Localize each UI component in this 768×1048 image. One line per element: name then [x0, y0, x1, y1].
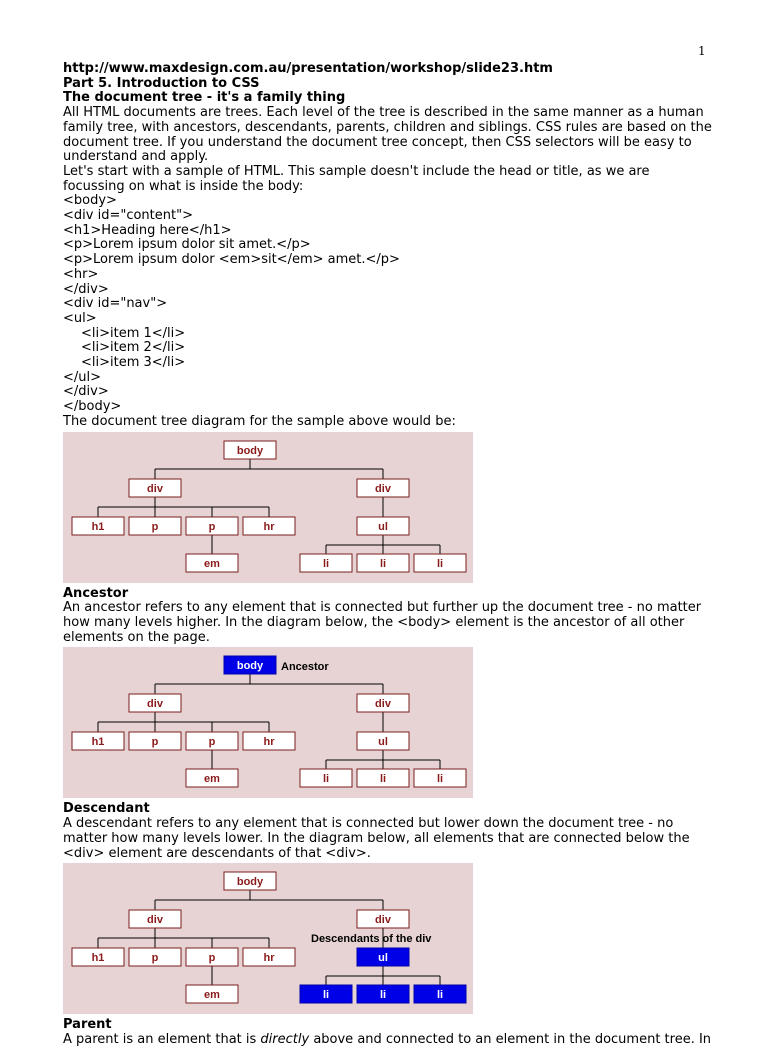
tree-node-label-p1: p: [151, 520, 159, 533]
ancestor-tree-diagram: [63, 647, 473, 798]
tree-node-label-li2: li: [379, 557, 387, 570]
code-line: <div id="content">: [63, 208, 193, 224]
code-line: <h1>Heading here</h1>: [63, 222, 232, 238]
tree-node-label-body: body: [236, 660, 264, 673]
ancestor-heading: Ancestor: [63, 585, 129, 601]
tree-node-label-em: em: [204, 773, 220, 786]
tree-node-label-p2: p: [208, 952, 216, 965]
part-title: Part 5. Introduction to CSS: [63, 75, 260, 91]
code-line: </div>: [63, 281, 109, 297]
ancestor-note: Ancestor: [281, 661, 329, 674]
tree-node-label-li3: li: [436, 557, 444, 570]
document-tree-diagram: [63, 432, 473, 583]
tree-node-label-hr: hr: [263, 736, 275, 749]
tree-node-label-em: em: [204, 557, 220, 570]
tree-node-label-li1: li: [322, 557, 330, 570]
tree-node-label-div2: div: [375, 914, 391, 927]
tree-node-label-h1: h1: [91, 520, 105, 533]
code-line: <ul>: [63, 310, 97, 326]
tree-node-label-li3: li: [436, 989, 444, 1002]
parent-text-before: A parent is an element that is: [63, 1031, 261, 1047]
code-line: <div id="nav">: [63, 296, 168, 312]
parent-text-emphasis: directly: [260, 1031, 310, 1047]
tree-node-label-hr: hr: [263, 520, 275, 533]
descendant-tree-diagram: [63, 863, 473, 1014]
page-number: 1: [698, 44, 706, 58]
descendant-paragraph: A descendant refers to any element that is connected but lower down the document tree - no matter how many levels lower. In the diagram below, all elements that are connected below the <div> element are descendants of that <div>.: [63, 816, 690, 861]
code-line: <li>item 3</li>: [81, 355, 186, 371]
code-sample: [63, 194, 713, 415]
tree-node-label-li2: li: [379, 773, 387, 786]
tree-node-label-p1: p: [151, 736, 159, 749]
sample-intro-paragraph: Let's start with a sample of HTML. This sample doesn't include the head or title, as we are focussing on what is inside the body:: [63, 163, 650, 194]
tree-node-label-li2: li: [379, 989, 387, 1002]
tree-node-label-ul: ul: [378, 736, 388, 749]
tree-node-label-ul: ul: [378, 520, 388, 533]
tree-node-label-em: em: [204, 989, 220, 1002]
tree-node-label-li1: li: [322, 989, 330, 1002]
tree-node-label-div2: div: [375, 482, 391, 495]
intro-paragraph: All HTML documents are trees. Each level of the tree is described in the same manner as a human family tree, with ancestors, descendants, parents, children and siblings. CSS rules are based on the document tree. If you understand the document tree concept, then CSS selectors will be easy to understand and apply.: [63, 105, 712, 165]
tree-node-label-div2: div: [375, 698, 391, 711]
diagram-intro: The document tree diagram for the sample above would be:: [63, 413, 456, 429]
code-line: </div>: [63, 384, 109, 400]
parent-text-after: above and connected to an element in the document tree. In: [309, 1031, 712, 1047]
parent-heading: Parent: [63, 1017, 112, 1033]
section-title: The document tree - it's a family thing: [63, 90, 346, 106]
code-line: </ul>: [63, 369, 102, 385]
tree-node-label-div1: div: [147, 482, 163, 495]
code-line: <p>Lorem ipsum dolor <em>sit</em> amet.</p>: [63, 252, 400, 268]
code-line: <body>: [63, 193, 117, 209]
code-line: <li>item 2</li>: [81, 340, 186, 356]
tree-node-label-hr: hr: [263, 952, 275, 965]
code-line: </body>: [63, 399, 122, 415]
tree-node-label-div1: div: [147, 698, 163, 711]
code-line: <hr>: [63, 266, 99, 282]
tree-node-label-h1: h1: [91, 736, 105, 749]
descendant-note: Descendants of the div: [311, 933, 432, 946]
parent-paragraph: [63, 1033, 713, 1048]
source-url: http://www.maxdesign.com.au/presentation/workshop/slide23.htm: [63, 61, 553, 76]
tree-node-label-div1: div: [147, 914, 163, 927]
code-line: <li>item 1</li>: [81, 325, 186, 341]
tree-node-label-ul: ul: [378, 952, 388, 965]
code-line: <p>Lorem ipsum dolor sit amet.</p>: [63, 237, 311, 253]
tree-node-label-body: body: [236, 876, 264, 889]
tree-node-label-p2: p: [208, 736, 216, 749]
descendant-heading: Descendant: [63, 801, 150, 817]
tree-node-label-body: body: [236, 444, 264, 457]
tree-node-label-li3: li: [436, 773, 444, 786]
document-body: [63, 62, 713, 1048]
ancestor-paragraph: An ancestor refers to any element that is connected but further up the document tree - no matter how many levels higher. In the diagram below, the <body> element is the ancestor of all other elements on the page.: [63, 600, 702, 645]
tree-node-label-h1: h1: [91, 952, 105, 965]
tree-node-label-li1: li: [322, 773, 330, 786]
tree-node-label-p1: p: [151, 952, 159, 965]
tree-node-label-p2: p: [208, 520, 216, 533]
